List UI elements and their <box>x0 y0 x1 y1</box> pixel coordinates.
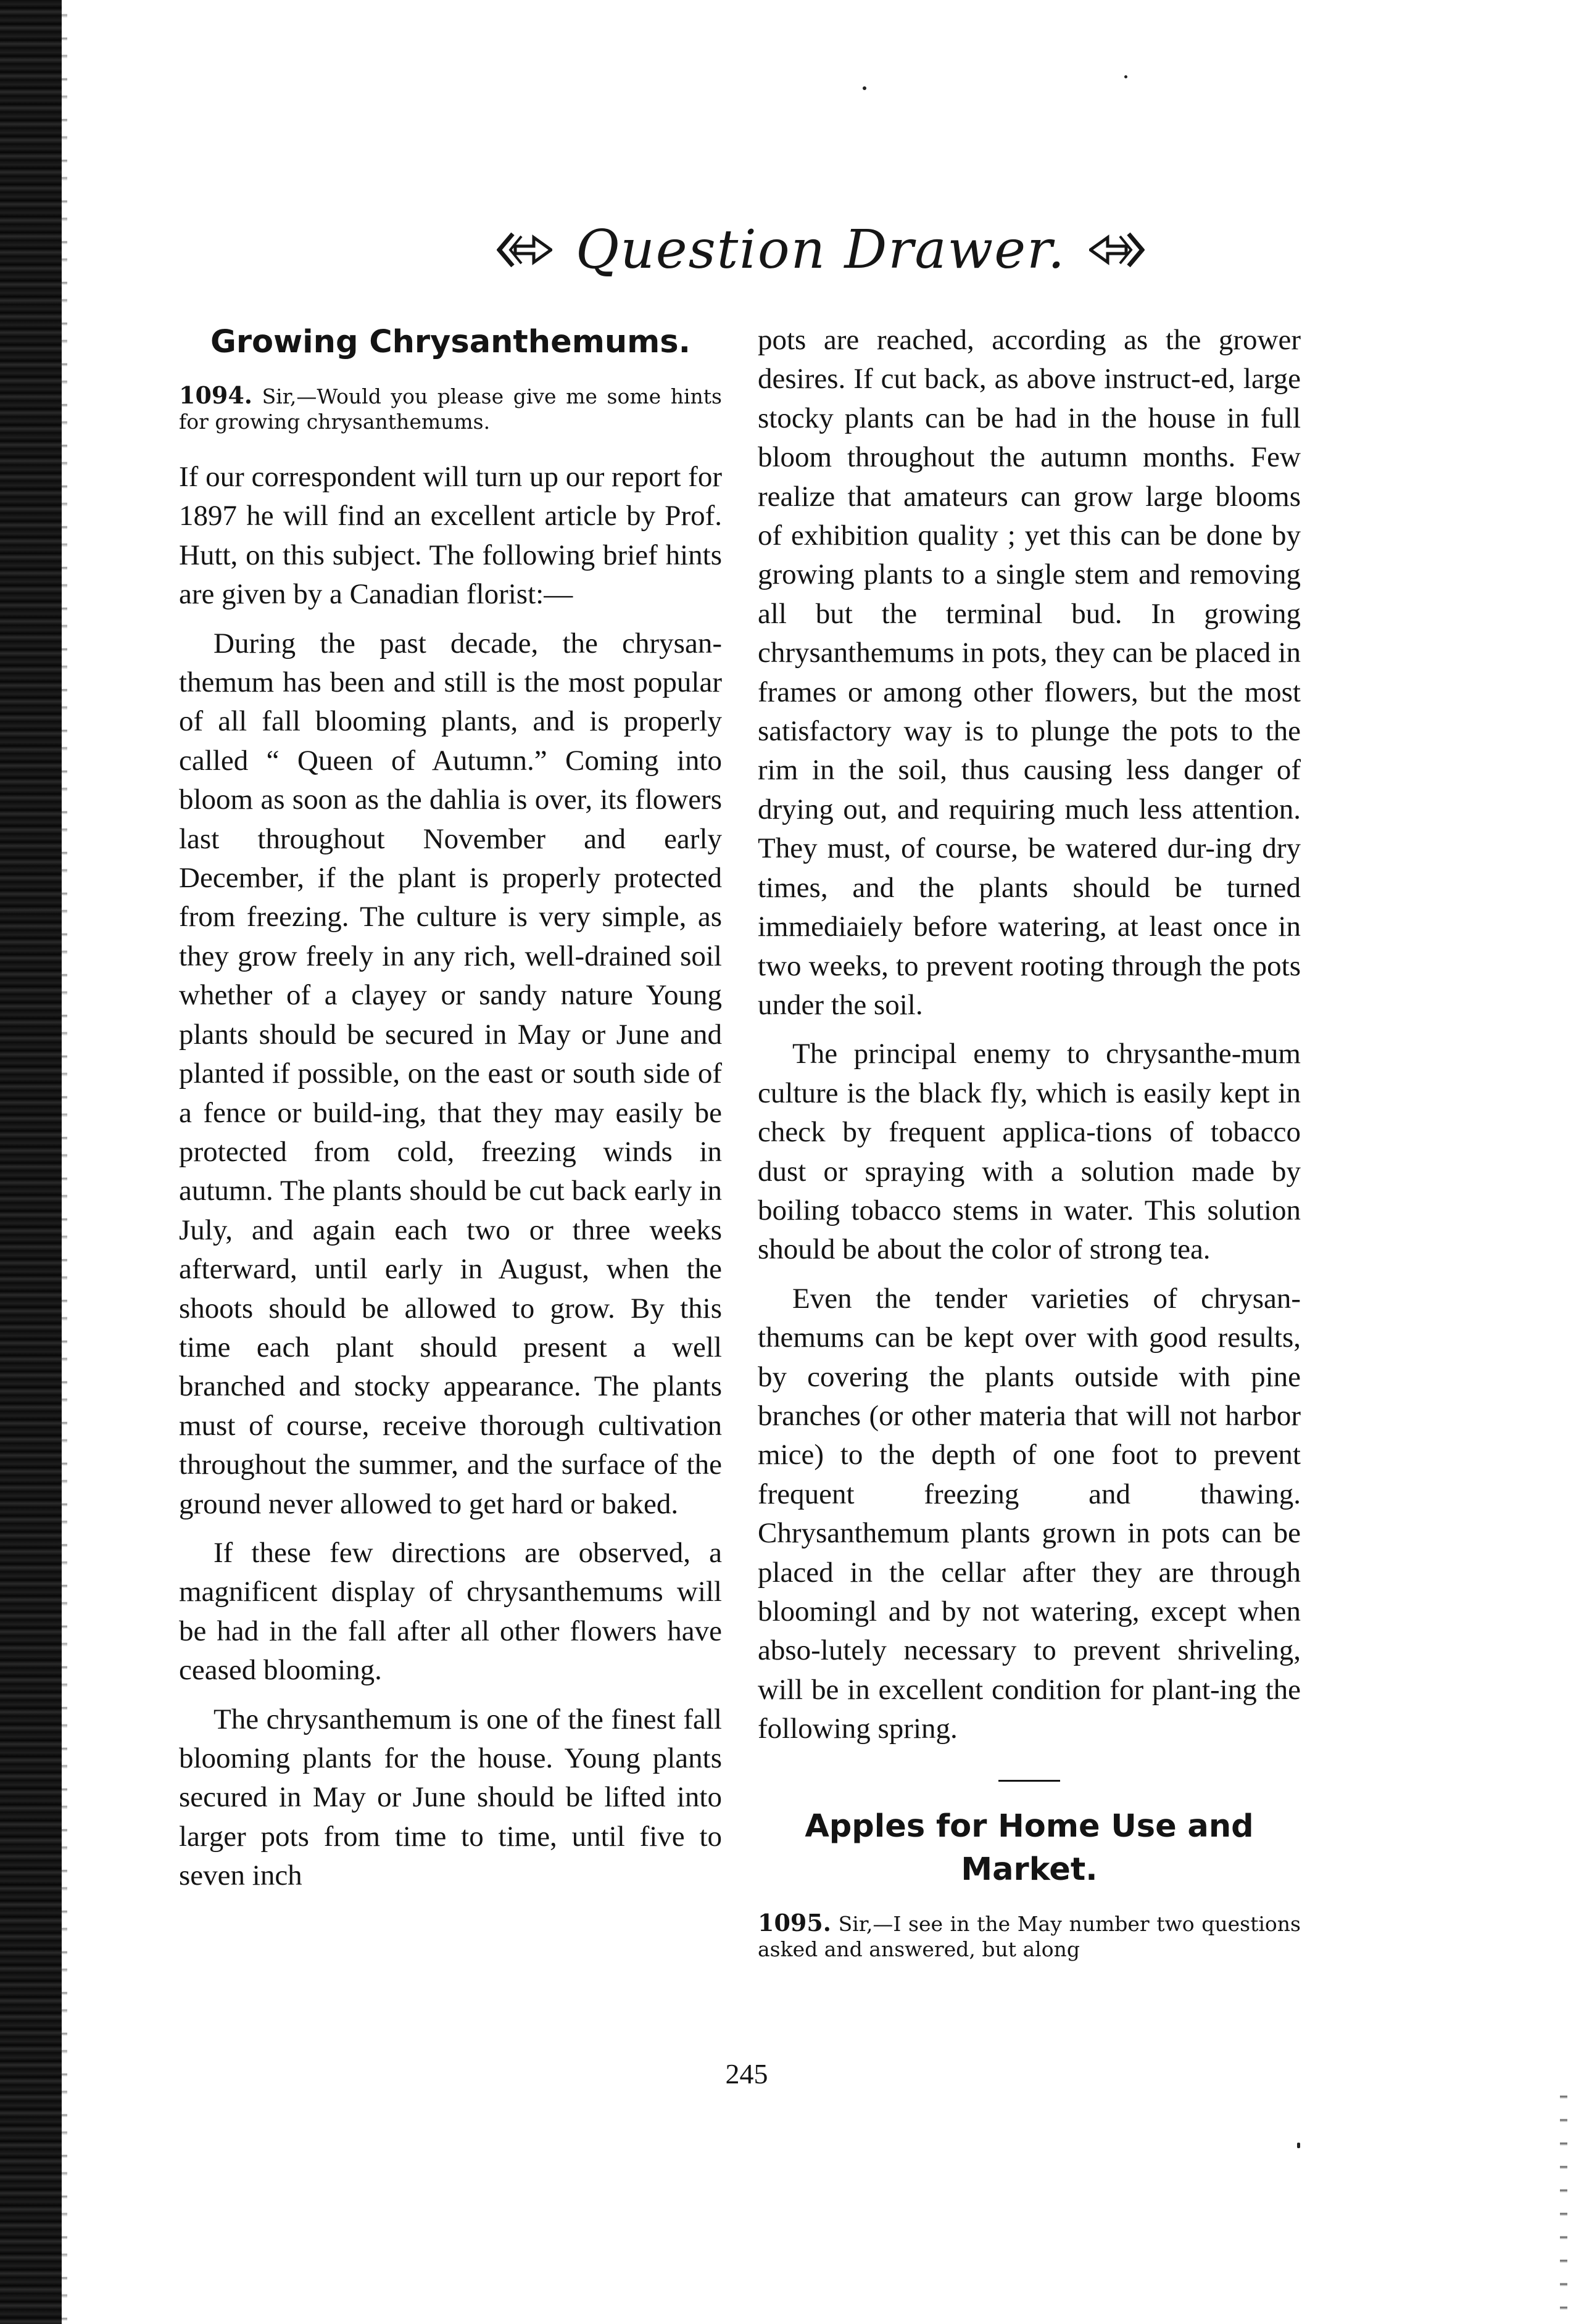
answer-paragraph: If our correspondent will turn up our report for 1897 he will find an excellent article by Prof. Hutt, on this subject. The following brief hints are given by a Canadian florist:— <box>179 461 722 611</box>
left-column <box>179 321 722 1906</box>
section-title: Question Drawer. <box>575 219 1066 281</box>
reader-query <box>179 383 722 434</box>
query-text: Sir,—I see in the May number two questions asked and answered, but along <box>758 1911 1301 1961</box>
query-number: 1094. <box>179 381 252 409</box>
answer-paragraph: Even the tender varieties of chrysan-themums can be kept over with good results, by covering the plants outside with pine branches (or other materia that will not harbor mice) to the depth of one foot to prevent frequent freezing and thawing. Chrysanthemum plants grown in pots can be placed in the cellar after they are through bloomingl and by not watering, except when abso-lutely necessary to prevent shriveling, will be in excellent condition for plant-ing the following spring. <box>758 1282 1301 1745</box>
section-divider <box>998 1780 1060 1782</box>
scanned-right-edge-speckle <box>1560 2085 1567 2314</box>
reader-query <box>758 1910 1301 1962</box>
article-heading: Growing Chrysanthemums. <box>210 324 691 360</box>
right-pointing-ornament-icon <box>1089 225 1145 275</box>
query-number: 1095. <box>758 1908 831 1937</box>
scanned-spine-edge <box>0 0 62 2324</box>
scan-speck <box>863 86 866 90</box>
answer-paragraph: The chrysanthemum is one of the finest fall blooming plants for the house. Young plants secured in May or June should be lifted into larger pots from time to time, until five to seven inch <box>179 1703 722 1892</box>
left-pointing-ornament-icon <box>497 225 552 275</box>
answer-paragraph: The principal enemy to chrysanthe-mum culture is the black fly, which is easily kept in check by frequent applica-tions of tobacco dust or spraying with a solution made by boiling tobacco stems in water. This solution should be about the color of strong tea. <box>758 1038 1301 1266</box>
section-header <box>407 204 1234 296</box>
query-text: Sir,—Would you please give me some hints for growing chrysanthemums. <box>179 384 722 434</box>
right-column <box>758 321 1301 1985</box>
answer-paragraph: pots are reached, according as the grower desires. If cut back, as above instruct-ed, large stocky plants can be had in the house in full bloom throughout the autumn months. Few realize that amateurs can grow large blooms of exhibition quality ; yet this can be done by growing plants to a single stem and removing all but the terminal bud. In growing chrysanthemums in pots, they can be placed in frames or among other flowers, but the most satisfactory way is to plunge the pots to the rim in the soil, thus causing less danger of drying out, and requiring much less attention. They must, of course, be watered dur-ing dry times, and the plants should be turned immediaiely before watering, at least once in two weeks, to prevent rooting through the pots under the soil. <box>758 324 1301 1021</box>
answer-paragraph: During the past decade, the chrysan-themum has been and still is the most popular of all fall blooming plants, and is properly called “ Queen of Autumn.” Coming into bloom as soon as the dahlia is over, its flowers last throughout November and early December, if the plant is properly protected from freezing. The culture is very simple, as they grow freely in any rich, well-drained soil whether of a clayey or sandy nature Young plants should be secured in May or June and planted if possible, on the east or south side of a fence or build-ing, that they may easily be protected from cold, freezing winds in autumn. The plants should be cut back early in July, and again each two or three weeks afterward, until early in August, when the shoots should be allowed to grow. By this time each plant should present a well branched and stocky appearance. The plants must of course, receive thorough cultivation throughout the summer, and the surface of the ground never allowed to get hard or baked. <box>179 627 722 1520</box>
scan-speck <box>1124 75 1127 78</box>
page-number: 245 <box>725 2058 768 2090</box>
article-heading: Apples for Home Use and Market. <box>805 1808 1254 1888</box>
answer-paragraph: If these few directions are observed, a magnificent display of chrysanthemums will be had in the fall after all other flowers have ceased blooming. <box>179 1536 722 1687</box>
scanned-spine-shadow <box>62 0 67 2324</box>
scan-speck <box>1297 2143 1300 2148</box>
